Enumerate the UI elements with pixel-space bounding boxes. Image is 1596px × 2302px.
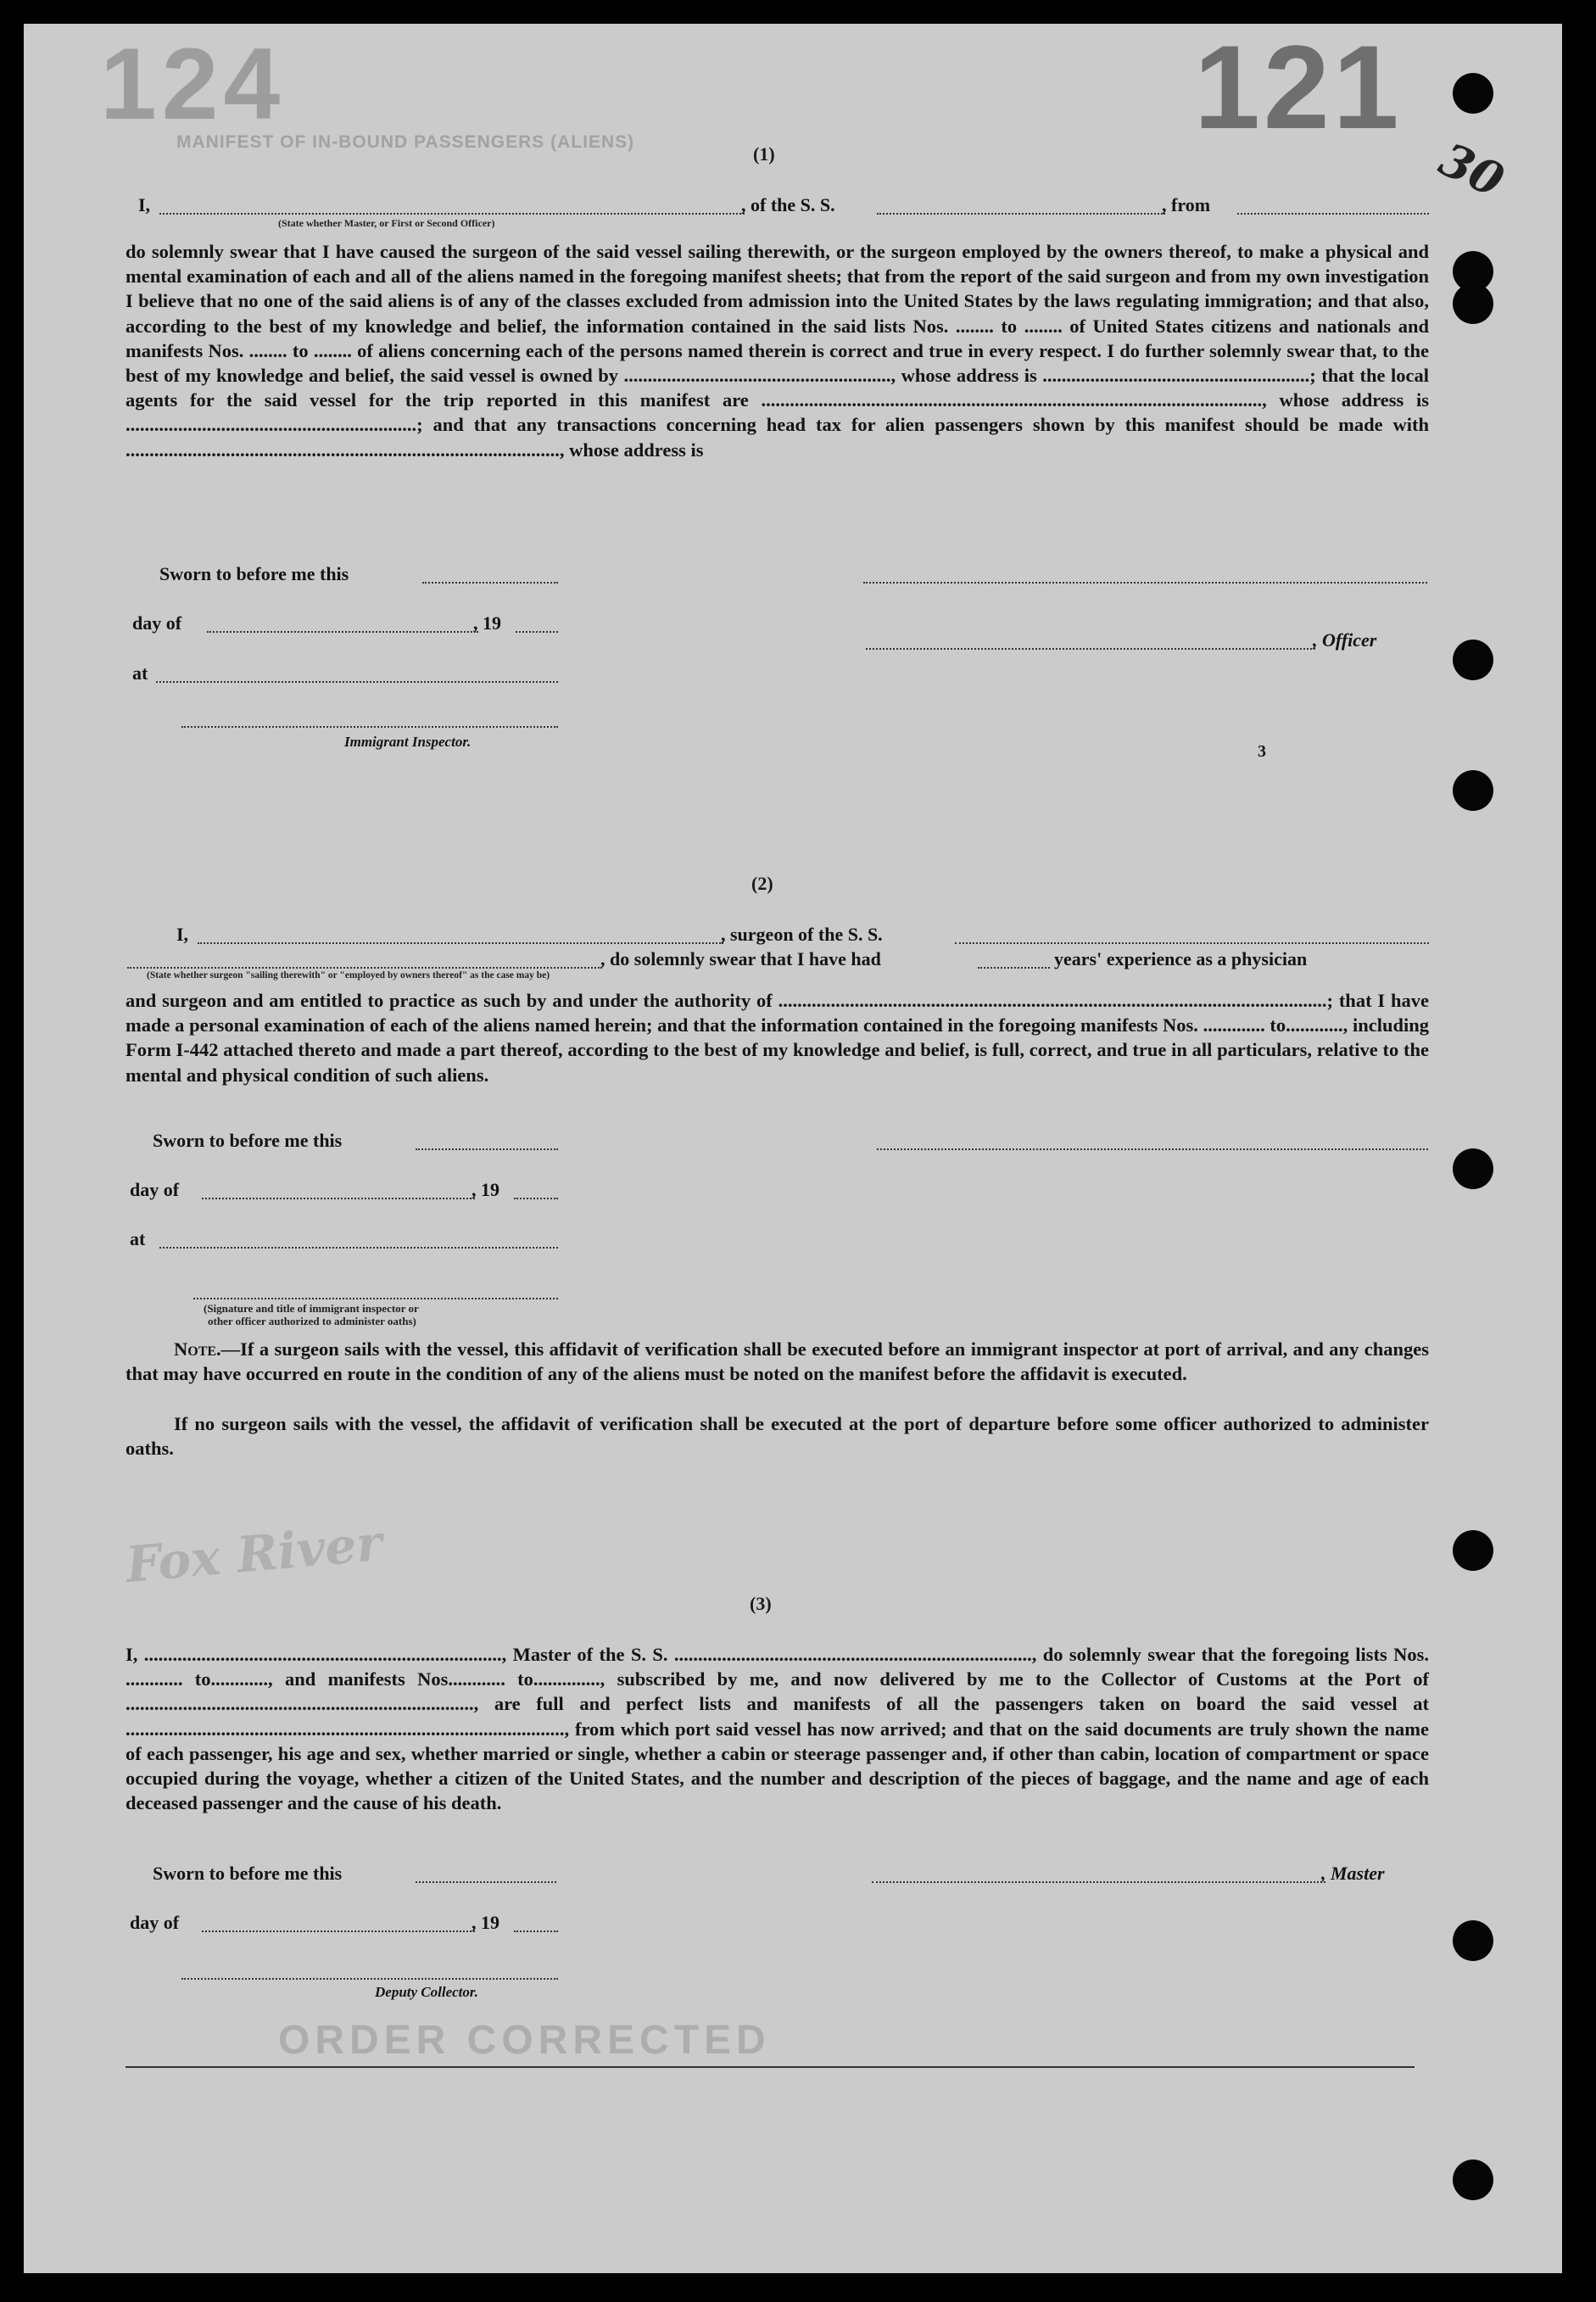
- binder-hole-icon: [1453, 770, 1493, 811]
- faded-title: MANIFEST OF IN-BOUND PASSENGERS (ALIENS): [176, 132, 635, 152]
- blank-line: [516, 631, 558, 633]
- blank-line: [202, 1198, 475, 1199]
- day-of-label: day of: [130, 1179, 180, 1200]
- blank-line: [159, 1247, 558, 1249]
- binder-hole-icon: [1453, 1920, 1493, 1961]
- signature-caption-2: other officer authorized to administer oaths): [208, 1315, 416, 1327]
- sworn-label: Sworn to before me this: [159, 563, 349, 584]
- blank-line: [127, 967, 602, 969]
- day-of-label: day of: [130, 1912, 180, 1933]
- year-label: , 19: [473, 612, 501, 634]
- officer-label: , Officer: [1313, 629, 1377, 651]
- blank-line: [877, 213, 1165, 215]
- section-number: (1): [753, 143, 775, 165]
- note-paragraph: [126, 1337, 1429, 1386]
- inspector-caption: Immigrant Inspector.: [344, 734, 472, 750]
- blank-line: [181, 726, 558, 728]
- sworn-label: Sworn to before me this: [153, 1130, 343, 1151]
- blank-line: [422, 582, 558, 584]
- signature-caption-1: (Signature and title of immigrant inspector or: [204, 1302, 419, 1315]
- blank-line: [181, 1978, 558, 1980]
- master-oath-body: I, ..........................................................................., Master of the S. S. ..........................................................................., do solemnly swear that the foregoing lists Nos. ............ to............, and manifests Nos............ to.............., subscribed by me, and now delivered by me to the Collector of Customs at the Port of ........................................................................., are full and perfect lists and manifests of all the passengers taken on board the said vessel at ............................................................................................, from which port said vessel has now arrived; and that on the said documents are truly shown the name of each passenger, his age and sex, whether married or single, whether a cabin or steerage passenger and, if other than cabin, location of compartment or space occupied during the voyage, whether a citizen of the United States, and the number and description of the pieces of baggage, and the name and age of each deceased passenger and the cause of his death.: [126, 1644, 1429, 1814]
- blank-line: [159, 213, 745, 215]
- at-label: at: [130, 1228, 146, 1249]
- line-i: I,: [138, 194, 151, 215]
- blank-line: [156, 681, 558, 683]
- binder-hole-icon: [1453, 73, 1493, 114]
- blank-line: [863, 582, 1427, 584]
- stamp-number-right: 121: [1194, 24, 1403, 154]
- note-body: —If a surgeon sails with the vessel, this affidavit of verification shall be executed before an immigrant inspector at port of arrival, and any changes that may have occurred en route in the condition of any of the aliens must be noted on the manifest before the affidavit is executed.: [126, 1338, 1429, 1385]
- blank-line: [514, 1198, 558, 1199]
- faint-stamp: ORDER CORRECTED: [278, 2018, 771, 2063]
- blank-line: [198, 942, 723, 944]
- faint-bleed-signature: Fox River: [123, 1513, 385, 1595]
- handwritten-corner: 30: [1431, 131, 1513, 208]
- stray-mark: 3: [1258, 742, 1266, 761]
- section-number: (3): [750, 1593, 772, 1614]
- section-number: (2): [751, 873, 773, 894]
- binder-hole-icon: [1453, 1148, 1493, 1189]
- surgeon-oath-body: and surgeon and am entitled to practice as such by and under the authority of ...................................................................................................................; that I have made a personal examination of each of the aliens named herein; and that the information contained in the foregoing manifests Nos. ............. to............, including Form I-442 attached thereto and made a part thereof, according to the best of my knowledge and belief, is full, correct, and true in all particulars, relative to the mental and physical condition of such aliens.: [126, 990, 1429, 1086]
- blank-line: [872, 1881, 1325, 1883]
- binder-hole-icon: [1453, 283, 1493, 324]
- blank-line: [955, 942, 1429, 944]
- from-label: , from: [1162, 194, 1211, 215]
- at-label: at: [132, 662, 148, 684]
- blank-line: [416, 1881, 556, 1883]
- blank-line: [193, 1298, 558, 1299]
- experience-end-label: years' experience as a physician: [1054, 948, 1308, 969]
- vessel-label: , of the S. S.: [741, 194, 835, 215]
- sworn-label: Sworn to before me this: [153, 1863, 343, 1884]
- surgeon-label: , surgeon of the S. S.: [721, 924, 883, 945]
- officer-caption: (State whether Master, or First or Second Officer): [278, 217, 495, 229]
- binder-hole-icon: [1453, 640, 1493, 680]
- year-label: , 19: [472, 1912, 499, 1933]
- day-of-label: day of: [132, 612, 182, 634]
- note-label: Note.: [174, 1338, 221, 1360]
- binder-hole-icon: [1453, 2160, 1493, 2200]
- stamp-number-left: 124: [100, 27, 286, 141]
- blank-line: [416, 1148, 558, 1150]
- master-label: , Master: [1321, 1863, 1385, 1884]
- blank-line: [514, 1930, 558, 1932]
- surgeon-caption: (State whether surgeon "sailing therewith" or "employed by owners thereof" as the case may be): [147, 970, 550, 981]
- manifest-page: [24, 24, 1562, 2273]
- experience-label: , do solemnly swear that I have had: [600, 948, 881, 969]
- blank-line: [877, 1148, 1428, 1150]
- deputy-caption: Deputy Collector.: [375, 1984, 478, 2000]
- line-i: I,: [176, 924, 189, 945]
- year-label: , 19: [472, 1179, 499, 1200]
- bottom-rule: [126, 2066, 1415, 2068]
- blank-line: [1237, 213, 1429, 215]
- oath-body: do solemnly swear that I have caused the surgeon of the said vessel sailing therewith, or the surgeon employed by the owners thereof, to make a physical and mental examination of each and all of the aliens named in the foregoing manifest sheets; that from the report of the said surgeon and from my own investigation I believe that no one of the said aliens is of any of the classes excluded from admission into the United States by the laws regulating immigration; and that also, according to the best of my knowledge and belief, the information contained in the said lists Nos. ........ to ........ of United States citizens and nationals and manifests Nos. ........ to ........ of aliens concerning each of the persons named therein is correct and true in every respect. I do further solemnly swear that, to the best of my knowledge and belief, the said vessel is owned by ........................................................, whose address is ........................................................; that the local agents for the said vessel for the trip reported in this manifest are ........................................................................................................., whose address is .............................................................; and that any transactions concerning head tax for alien passengers shown by this manifest should be made with ..........................................................................................., whose address is: [126, 241, 1429, 461]
- blank-line: [978, 967, 1050, 969]
- blank-line: [207, 631, 478, 633]
- note-paragraph-2: If no surgeon sails with the vessel, the affidavit of verification shall be executed at the port of departure before some officer authorized to administer oaths.: [126, 1413, 1429, 1460]
- blank-line: [866, 648, 1315, 650]
- binder-hole-icon: [1453, 1530, 1493, 1571]
- blank-line: [202, 1930, 475, 1932]
